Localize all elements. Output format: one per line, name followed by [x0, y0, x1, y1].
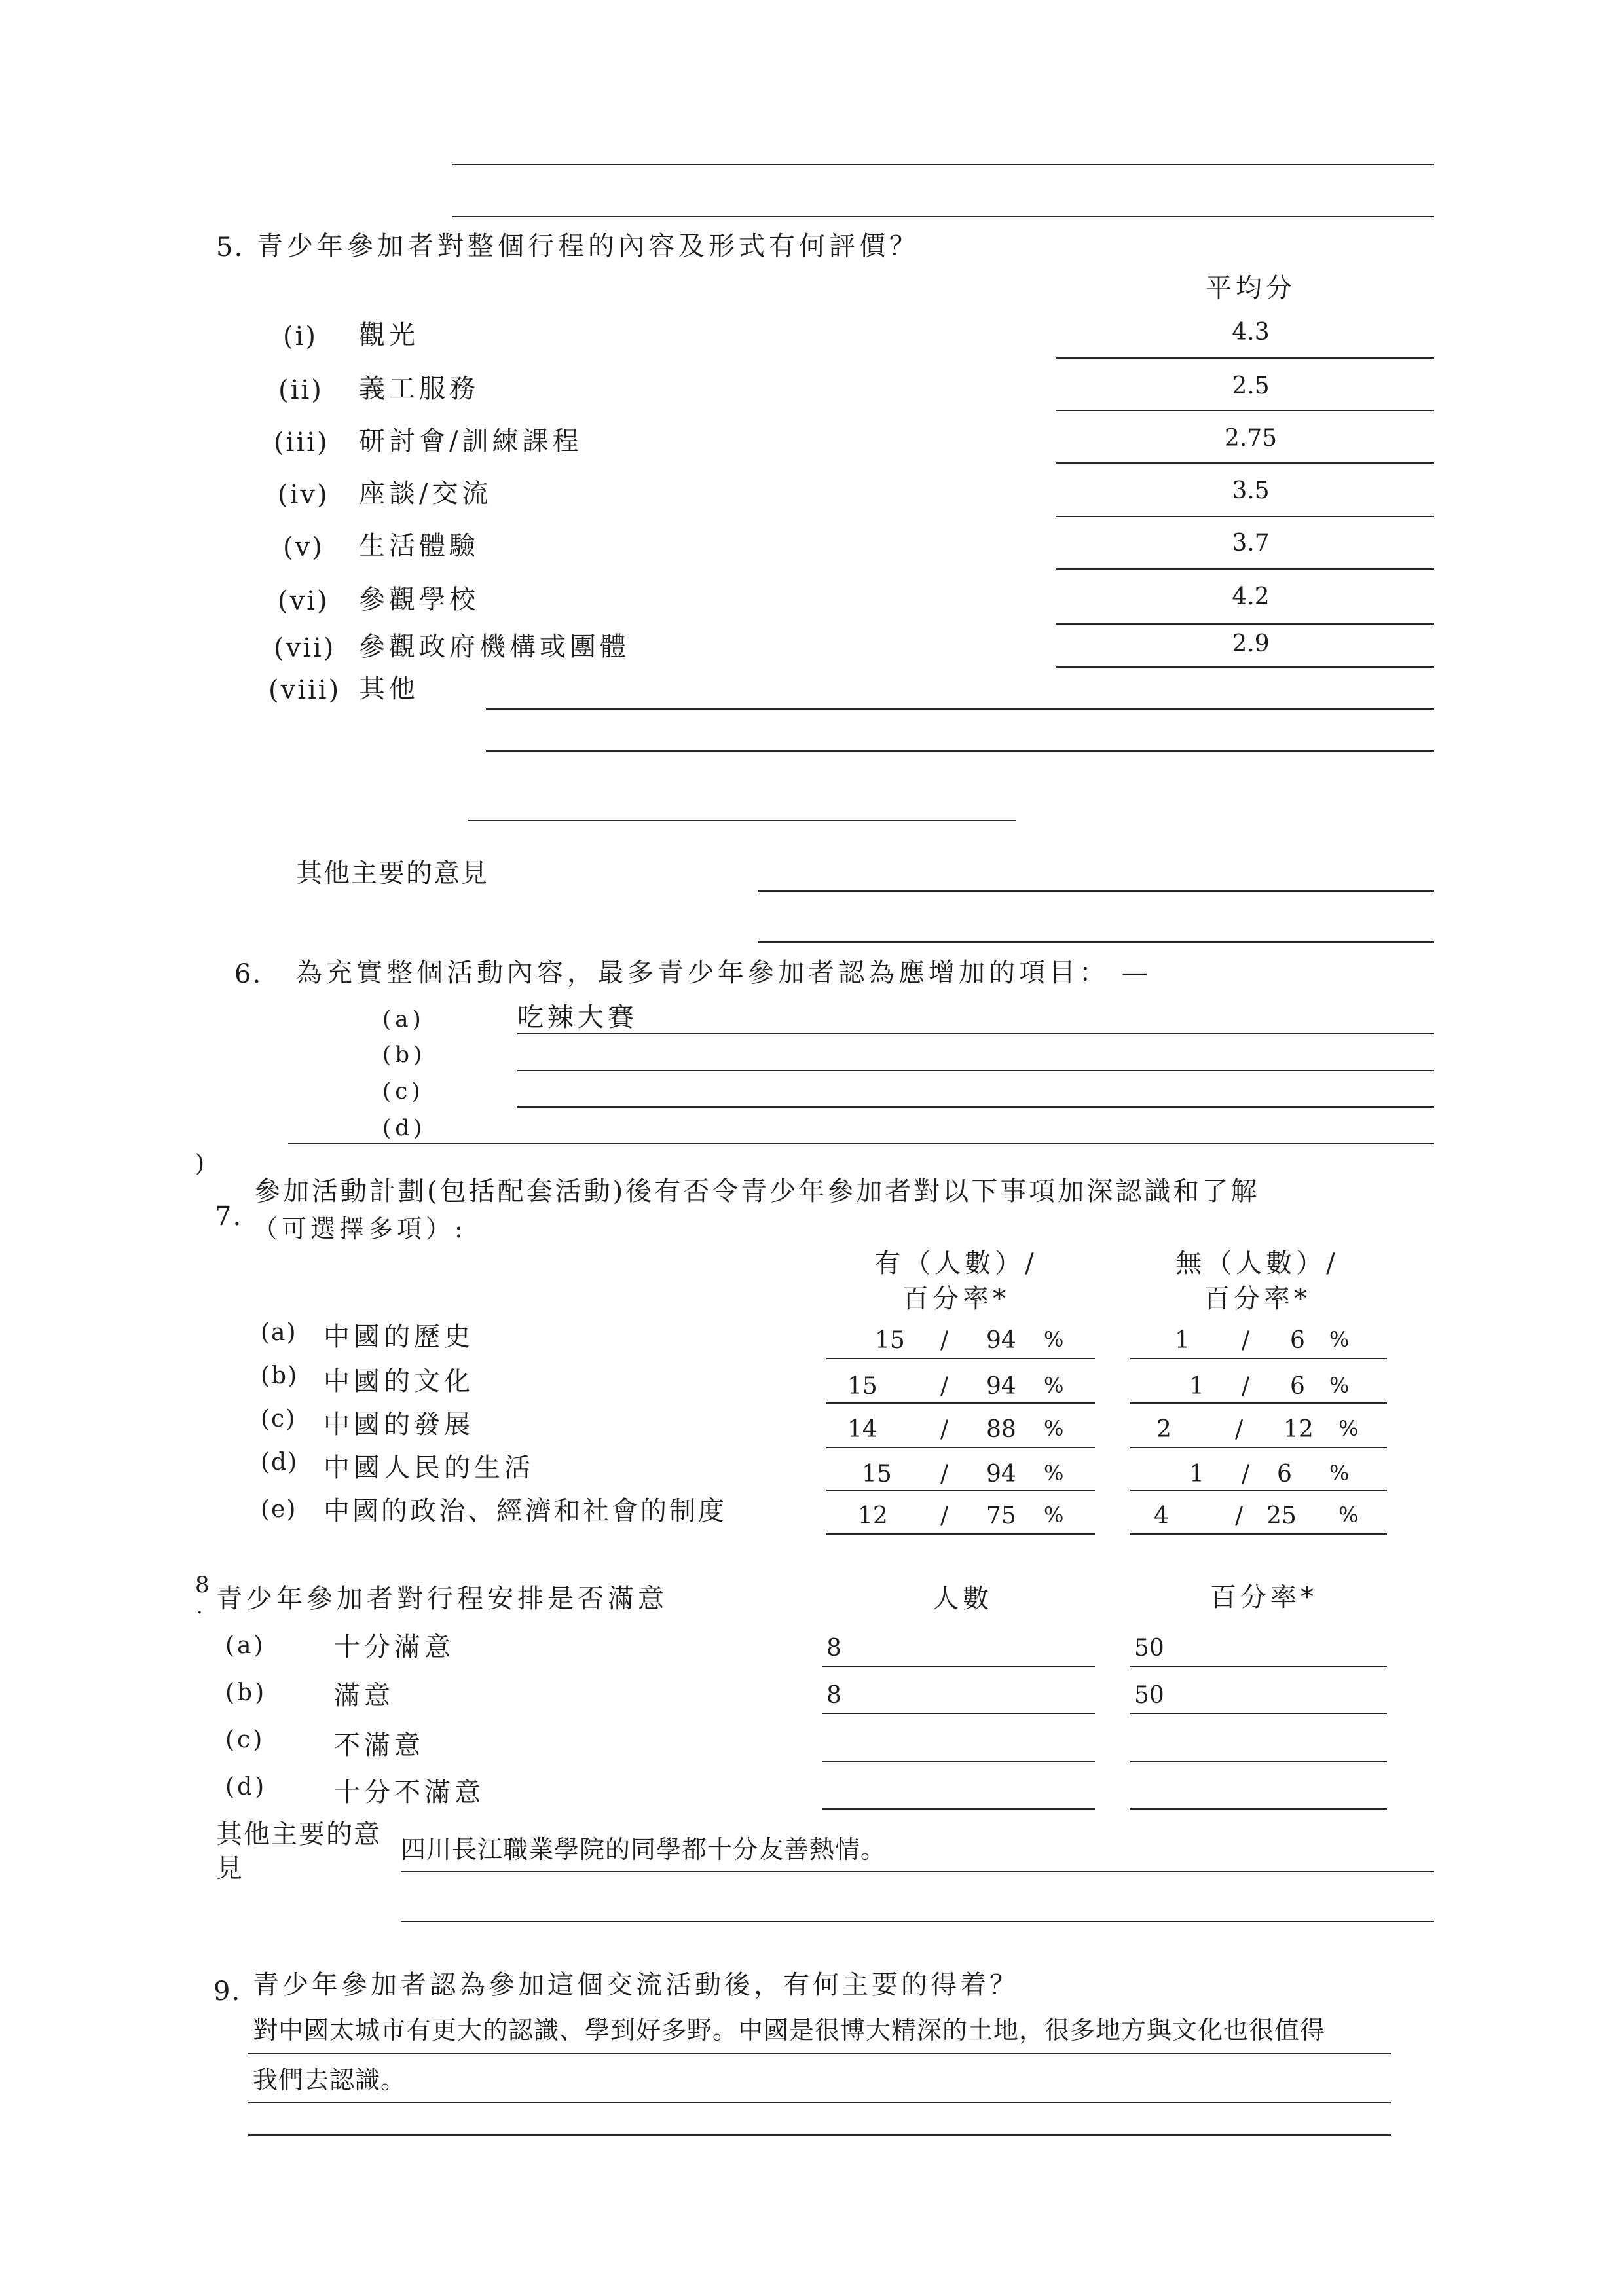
q7-no-line: [1130, 1402, 1387, 1404]
q8-count-line: [822, 1666, 1095, 1667]
q5-item-num: (v): [283, 532, 324, 562]
q7-number: 7.: [215, 1201, 243, 1231]
q7-yes-header-2: 百分率*: [902, 1284, 1010, 1314]
q5-number: 5.: [216, 232, 244, 263]
q6-answer-line: [288, 1143, 1434, 1144]
q7-percent-sign: %: [1044, 1373, 1064, 1398]
q8-question: 青少年參加者對行程安排是否滿意: [216, 1584, 668, 1614]
q7-slash: /: [940, 1373, 949, 1400]
q7-no-pct: 12: [1283, 1416, 1314, 1443]
answer-line: [452, 216, 1434, 217]
q8-pct-line: [1130, 1666, 1387, 1667]
q5-other-opinions-label: 其他主要的意見: [296, 858, 489, 888]
q8-count-line: [822, 1713, 1095, 1714]
q8-count: 8: [826, 1635, 841, 1662]
q7-no-count: 2: [1156, 1416, 1172, 1443]
q7-yes-count: 12: [858, 1503, 888, 1529]
q7-yes-pct: 94: [986, 1461, 1016, 1487]
q5-item-score: 3.7: [1232, 530, 1270, 556]
q9-question: 青少年參加者認為參加這個交流活動後，有何主要的得着？: [253, 1970, 1019, 2000]
q7-percent-sign: %: [1338, 1416, 1359, 1441]
q7-row-num: (d): [261, 1449, 299, 1476]
q5-item-label: 研討會/訓練課程: [359, 426, 583, 456]
q7-percent-sign: %: [1044, 1503, 1064, 1527]
q5-question: 青少年參加者對整個行程的內容及形式有何評價？: [257, 231, 919, 261]
q6-item-num: (a): [382, 1006, 425, 1032]
q7-no-header-2: 百分率*: [1204, 1284, 1311, 1314]
q7-slash: /: [940, 1416, 949, 1443]
q7-yes-count: 15: [875, 1327, 905, 1354]
q5-item-label: 生活體驗: [359, 531, 479, 561]
q8-pct-header: 百分率*: [1210, 1582, 1318, 1613]
q7-slash: /: [1242, 1373, 1250, 1400]
q7-question-line2: （可選擇多項）:: [253, 1214, 467, 1243]
q8-count: 8: [826, 1682, 841, 1709]
q7-yes-count: 15: [847, 1373, 877, 1400]
q7-yes-line: [826, 1358, 1095, 1359]
q7-percent-sign: %: [1044, 1461, 1064, 1485]
q5-score-header: 平均分: [1206, 273, 1296, 303]
q7-slash: /: [1242, 1327, 1250, 1354]
q5-item-label: 參觀政府機構或團體: [359, 632, 630, 662]
score-line: [1056, 357, 1434, 359]
q5-item-label: 座談/交流: [359, 479, 492, 509]
q6-item-num: (b): [382, 1042, 426, 1068]
q8-pct: 50: [1134, 1635, 1164, 1662]
q8-number-dot: .: [196, 1595, 207, 1618]
q7-yes-count: 15: [862, 1461, 892, 1487]
q8-row-num: (a): [225, 1632, 266, 1659]
q5-item-score: 2.75: [1224, 425, 1278, 452]
q8-opinion-line: [401, 1921, 1434, 1922]
stray-mark: ): [195, 1150, 209, 1177]
q8-row-num: (c): [225, 1726, 265, 1753]
q7-no-pct: 25: [1266, 1503, 1297, 1529]
q7-percent-sign: %: [1044, 1327, 1064, 1352]
q8-count-line: [822, 1808, 1095, 1810]
q5-item-label: 觀光: [359, 320, 419, 350]
q8-pct-line: [1130, 1713, 1387, 1714]
q7-row-label: 中國人民的生活: [323, 1453, 534, 1483]
q7-yes-pct: 88: [986, 1416, 1016, 1443]
q9-answer-line2: 我們去認識。: [253, 2066, 407, 2094]
q7-row-num: (b): [261, 1362, 299, 1389]
q9-answer-line1: 對中國太城市有更大的認識、學到好多野。中國是很博大精深的土地，很多地方與文化也很值得: [253, 2016, 1326, 2045]
q8-pct: 50: [1134, 1682, 1164, 1709]
q5-item-num: (iv): [278, 480, 329, 510]
q8-row-label: 滿意: [334, 1681, 394, 1711]
q7-no-header: 無（人數）/: [1175, 1248, 1339, 1279]
q6-item-value: 吃辣大賽: [517, 1002, 638, 1032]
q8-count-header: 人數: [932, 1584, 993, 1614]
score-line: [1056, 666, 1434, 668]
q7-no-line: [1130, 1533, 1387, 1535]
q7-yes-pct: 75: [986, 1503, 1016, 1529]
q5-item-num: (ii): [278, 375, 323, 405]
score-line: [1056, 410, 1434, 411]
q5-item-num: (iii): [274, 428, 329, 458]
q8-other-answer: 四川長江職業學院的同學都十分友善熱情。: [401, 1835, 887, 1864]
q7-slash: /: [940, 1461, 949, 1487]
q8-row-num: (d): [225, 1774, 267, 1800]
q7-percent-sign: %: [1329, 1327, 1350, 1352]
q6-item-num: (d): [382, 1115, 426, 1141]
q7-yes-line: [826, 1490, 1095, 1491]
score-line: [1056, 516, 1434, 517]
q8-number: 8: [195, 1572, 213, 1598]
q5-item-label: 參觀學校: [359, 585, 479, 615]
q5-item-num: (vii): [274, 633, 336, 663]
q7-yes-line: [826, 1533, 1095, 1535]
q5-item-label: 其他: [359, 674, 419, 704]
q8-other-label: 其他主要的意: [216, 1819, 381, 1850]
q8-opinion-line: [401, 1871, 1434, 1872]
q9-answer-rule: [248, 2102, 1391, 2103]
q7-no-count: 1: [1175, 1327, 1190, 1354]
q7-slash: /: [1242, 1461, 1250, 1487]
q7-yes-line: [826, 1402, 1095, 1404]
q7-no-count: 1: [1189, 1373, 1204, 1400]
q7-row-num: (a): [261, 1319, 297, 1346]
q5-item-num: (viii): [268, 675, 341, 705]
score-line: [1056, 623, 1434, 625]
q7-yes-pct: 94: [986, 1327, 1016, 1354]
q5-item-score: 3.5: [1232, 477, 1270, 504]
q7-row-label: 中國的政治、經濟和社會的制度: [323, 1496, 727, 1526]
q8-other-label-2: 見: [216, 1853, 246, 1884]
q5-item-score: 4.3: [1232, 319, 1270, 346]
q7-row-label: 中國的文化: [323, 1366, 474, 1396]
q5-item-score: 2.9: [1232, 630, 1270, 657]
other-line: [486, 750, 1434, 752]
q9-number: 9.: [213, 1977, 242, 2007]
q7-percent-sign: %: [1329, 1373, 1350, 1398]
q6-answer-line: [517, 1033, 1434, 1034]
q8-row-label: 十分滿意: [334, 1632, 454, 1662]
q7-row-num: (c): [261, 1406, 297, 1432]
q7-row-num: (e): [261, 1496, 297, 1523]
q7-slash: /: [1235, 1503, 1244, 1529]
q7-yes-line: [826, 1447, 1095, 1448]
q7-no-pct: 6: [1277, 1461, 1292, 1487]
q9-answer-rule: [248, 2053, 1391, 2054]
q8-row-num: (b): [225, 1679, 267, 1706]
q7-slash: /: [940, 1503, 949, 1529]
q7-row-label: 中國的歷史: [323, 1322, 474, 1352]
q7-no-line: [1130, 1447, 1387, 1448]
q7-no-count: 4: [1154, 1503, 1169, 1529]
q7-percent-sign: %: [1329, 1461, 1350, 1485]
q5-item-score: 4.2: [1232, 583, 1270, 610]
q7-no-pct: 6: [1290, 1373, 1305, 1400]
q7-no-pct: 6: [1290, 1327, 1305, 1354]
q6-answer-line: [517, 1070, 1434, 1071]
q7-slash: /: [1235, 1416, 1244, 1443]
score-line: [1056, 462, 1434, 464]
q8-row-label: 十分不滿意: [334, 1777, 485, 1808]
q7-slash: /: [940, 1327, 949, 1354]
q8-pct-line: [1130, 1761, 1387, 1762]
q8-pct-line: [1130, 1808, 1387, 1810]
opinion-line: [758, 941, 1434, 943]
q5-item-num: (i): [283, 321, 318, 352]
q7-yes-pct: 94: [986, 1373, 1016, 1400]
q7-question-line1: 參加活動計劃(包括配套活動)後有否令青少年參加者對以下事項加深認識和了解: [254, 1176, 1260, 1207]
other-line: [486, 708, 1434, 710]
q7-no-count: 1: [1189, 1461, 1204, 1487]
q7-row-label: 中國的發展: [323, 1410, 474, 1440]
other-line: [468, 820, 1016, 821]
q9-answer-rule: [248, 2134, 1391, 2136]
q6-number: 6.: [234, 959, 263, 989]
q5-item-num: (vi): [278, 586, 329, 616]
q6-question: 為充實整個活動內容，最多青少年參加者認為應增加的項目： —: [296, 958, 1152, 988]
q7-no-line: [1130, 1358, 1387, 1359]
q8-count-line: [822, 1761, 1095, 1762]
q7-yes-header: 有（人數）/: [874, 1248, 1038, 1279]
answer-line: [452, 164, 1434, 165]
q6-item-num: (c): [382, 1078, 424, 1104]
score-line: [1056, 568, 1434, 570]
q7-percent-sign: %: [1044, 1416, 1064, 1441]
q5-item-label: 義工服務: [359, 374, 479, 404]
q5-item-score: 2.5: [1232, 373, 1270, 399]
q7-no-line: [1130, 1490, 1387, 1491]
opinion-line: [758, 890, 1434, 892]
q7-yes-count: 14: [847, 1416, 877, 1443]
q8-row-label: 不滿意: [334, 1730, 424, 1760]
q6-answer-line: [517, 1106, 1434, 1108]
q7-percent-sign: %: [1338, 1503, 1359, 1527]
